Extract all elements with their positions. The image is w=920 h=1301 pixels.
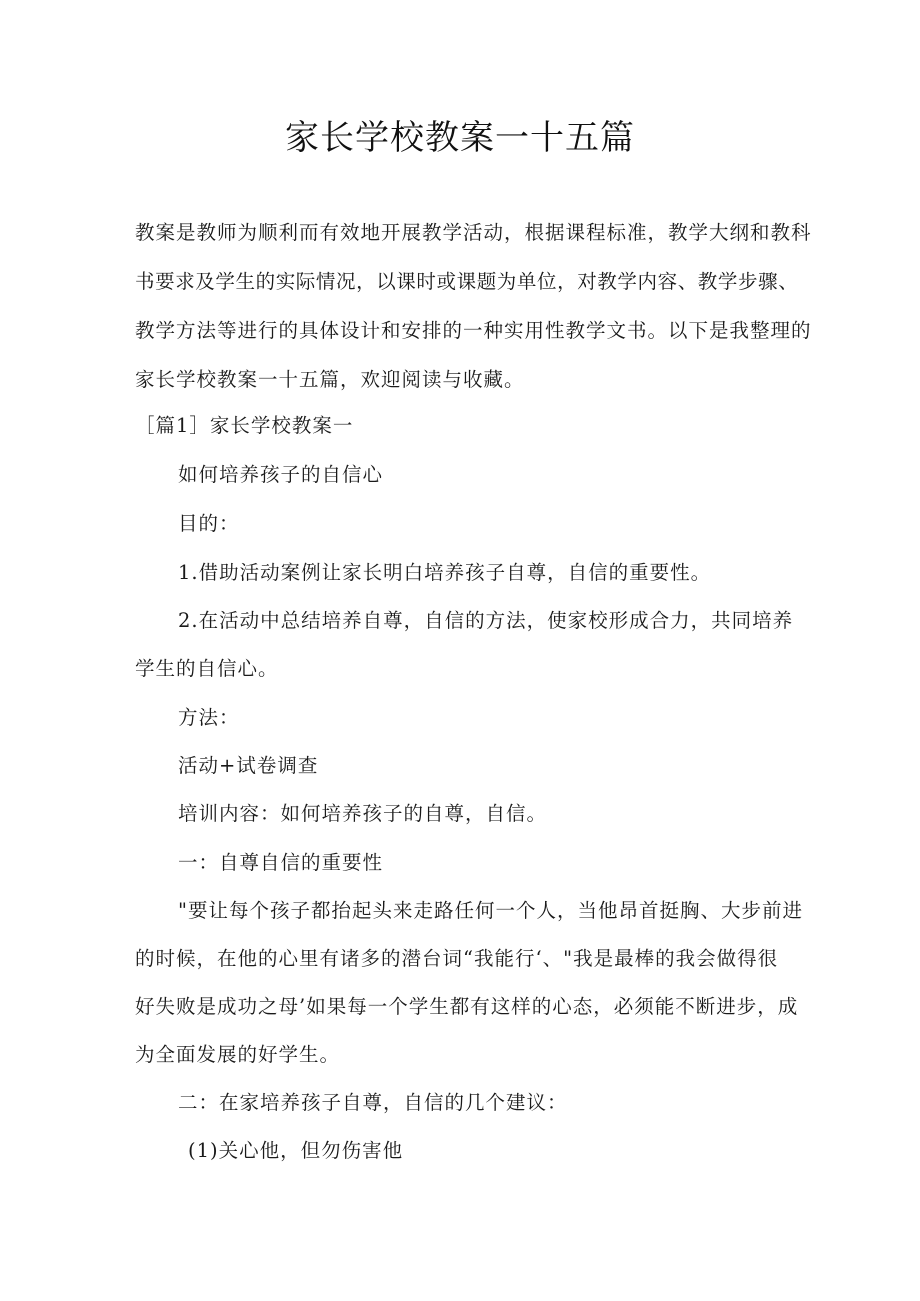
suggestion-1: (1)关心他，但勿伤害他 xyxy=(188,1139,404,1162)
part-1-heading: 一：自尊自信的重要性 xyxy=(178,851,384,874)
goal-2-line-2: 学生的自信心。 xyxy=(135,657,279,680)
content: 培训内容：如何培养孩子的自尊，自信。 xyxy=(178,802,548,825)
intro-line-3: 教学方法等进行的具体设计和安排的一种实用性教学文书。以下是我整理的 xyxy=(135,319,812,342)
part-1-line-4: 为全面发展的好学生。 xyxy=(135,1043,341,1066)
goal-label: 目的： xyxy=(178,512,240,535)
part-1-line-1: "要让每个孩子都抬起头来走路任何一个人，当他昂首挺胸、大步前进 xyxy=(178,899,803,922)
method: 活动+试卷调查 xyxy=(178,754,319,777)
intro-line-1: 教案是教师为顺利而有效地开展教学活动，根据课程标准，教学大纲和教科 xyxy=(135,221,812,244)
goal-1: 1.借助活动案例让家长明白培养孩子自尊，自信的重要性。 xyxy=(178,561,712,584)
section-heading: ［篇1］家长学校教案一 xyxy=(135,414,354,437)
method-label: 方法： xyxy=(178,706,240,729)
part-1-line-2: 的时候，在他的心里有诸多的潜台词“我能行‘、"我是最棒的我会做得很 xyxy=(135,947,779,970)
goal-2-line-1: 2.在活动中总结培养自尊，自信的方法，使家校形成合力，共同培养 xyxy=(178,609,794,632)
topic: 如何培养孩子的自信心 xyxy=(178,463,384,486)
intro-line-4: 家长学校教案一十五篇，欢迎阅读与收藏。 xyxy=(135,368,525,391)
part-1-line-3: 好失败是成功之母’如果每一个学生都有这样的心态，必须能不断进步，成 xyxy=(135,995,799,1018)
part-2-heading: 二：在家培养孩子自尊，自信的几个建议： xyxy=(178,1091,568,1114)
intro-line-2: 书要求及学生的实际情况，以课时或课题为单位，对教学内容、教学步骤、 xyxy=(135,270,799,293)
document-title: 家长学校教案一十五篇 xyxy=(285,118,635,158)
